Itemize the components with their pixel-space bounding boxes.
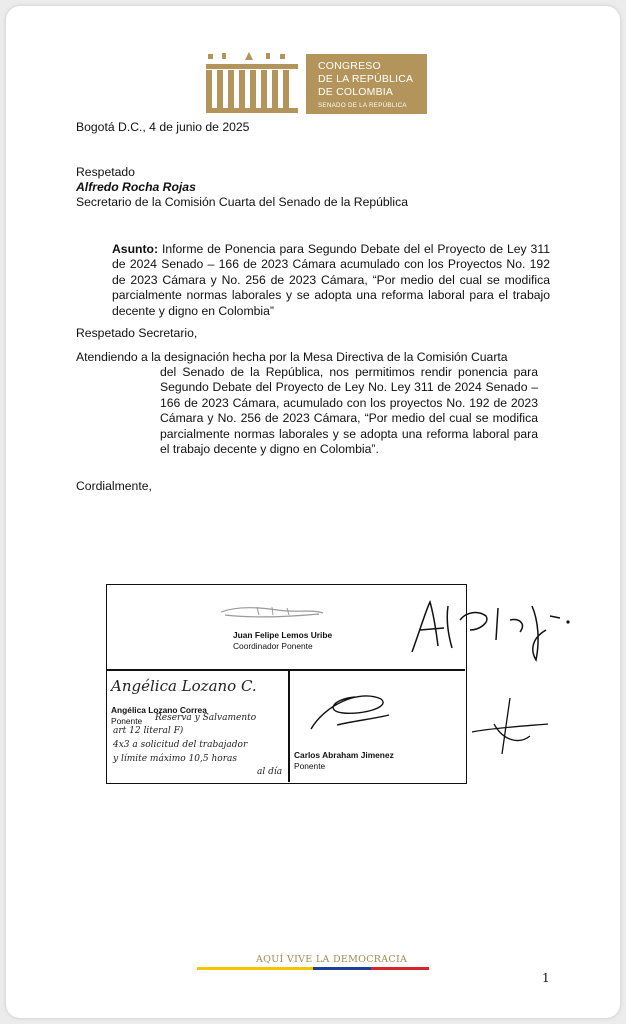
signer-2-note-5: al día xyxy=(257,767,283,777)
flag-blue-stripe xyxy=(313,967,371,970)
signer-2-note-2: art 12 literal F) xyxy=(113,726,184,736)
letterhead-subline: SENADO DE LA REPÚBLICA xyxy=(318,102,407,109)
subject-label: Asunto: xyxy=(112,242,159,256)
body-first-line: Atendiendo a la designación hecha por la Mesa Directiva de la Comisión Cuarta xyxy=(76,350,508,364)
recipient-name: Alfredo Rocha Rojas xyxy=(76,180,196,194)
recipient-salutation: Respetado xyxy=(76,165,135,179)
document-page xyxy=(6,6,620,1018)
footer-flag-bar xyxy=(197,967,429,970)
table-divider-v xyxy=(288,669,290,782)
signer-1-name: Juan Felipe Lemos Uribe xyxy=(233,630,333,640)
signer-3-signature-icon xyxy=(303,685,393,743)
signer-2-note-4: y límite máximo 10,5 horas xyxy=(113,754,237,764)
capitol-logo-icon xyxy=(204,52,304,116)
signature-right-2-icon xyxy=(464,694,554,758)
body-paragraph: del Senado de la República, nos permitimos rendir ponencia para Segundo Debate del Proyecto de Ley No. Ley 311 de 2024 Senado – 166 de 2023 Cámara, acumulado con los proyectos No. 192 de 2023 Cámara y No. 256 de 2023 Cámara, “Por medio del cual se modifica parcialmente normas laborales y se adopta una reforma laboral para el trabajo decente y digno en Colombia”. xyxy=(160,365,538,457)
signer-2-role: Ponente xyxy=(111,716,143,726)
greeting: Respetado Secretario, xyxy=(76,326,198,340)
flag-yellow-stripe xyxy=(197,967,313,970)
flag-red-stripe xyxy=(371,967,429,970)
letterhead-box xyxy=(306,54,427,114)
signer-2-note-1: Reserva y Salvamento xyxy=(155,713,257,723)
recipient-title: Secretario de la Comisión Cuarta del Senado de la República xyxy=(76,195,408,209)
letterhead-line3: DE COLOMBIA xyxy=(318,86,394,98)
letterhead-line1: CONGRESO xyxy=(318,60,381,72)
page-number: 1 xyxy=(542,971,550,985)
signer-2-note-3: 4x3 a solicitud del trabajador xyxy=(113,740,248,750)
letter-date: Bogotá D.C., 4 de junio de 2025 xyxy=(76,120,250,134)
signer-3-name: Carlos Abraham Jimenez xyxy=(294,750,394,760)
letterhead-line2: DE LA REPÚBLICA xyxy=(318,73,414,85)
signature-right-1-icon xyxy=(400,590,580,670)
subject-paragraph xyxy=(112,242,550,319)
closing: Cordialmente, xyxy=(76,479,152,493)
subject-text: Informe de Ponencia para Segundo Debate del el Proyecto de Ley 311 de 2024 Senado – 166 de 2023 Cámara acumulado con los Proyectos No. 192 de 2023 Cámara y No. 256 de 2023 Cámara, “Por medio del cual se modifica parcialmente normas laborales y se adopta una reforma laboral para el trabajo decente y digno en Colombia” xyxy=(112,242,550,318)
signer-1-role: Coordinador Ponente xyxy=(233,641,313,651)
signer-3-role: Ponente xyxy=(294,761,326,771)
stamp-scribble-icon xyxy=(217,601,327,623)
signer-2-name: Angélica Lozano Correa xyxy=(111,705,207,715)
footer-motto: AQUÍ VIVE LA DEMOCRACIA xyxy=(256,954,408,965)
signer-2-handwritten-signature: Angélica Lozano C. xyxy=(111,677,257,695)
